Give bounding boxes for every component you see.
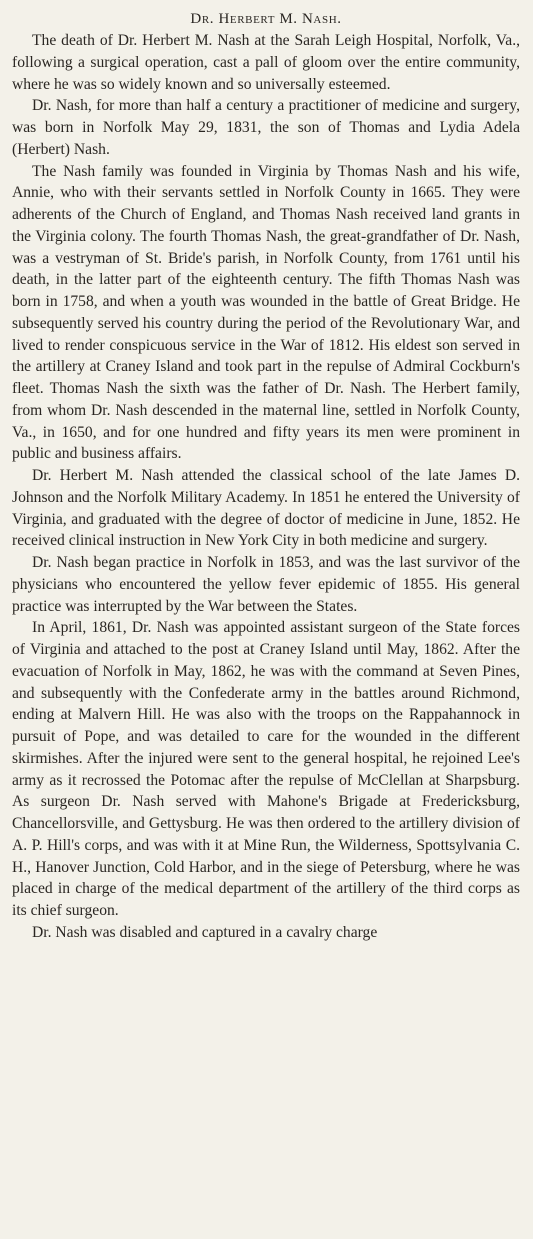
paragraph-family-history: The Nash family was founded in Virginia by Thomas Nash and his wife, Annie, who with their servants settled in Norfolk County in 1665. They were adherents of the Church of England, and Thomas Nash received land grants in the Virginia colony. The fourth Thomas Nash, the great-grandfather of Dr. Nash, was a vestryman of St. Bride's parish, in Norfolk County, from 1761 until his death, in the latter part of the eighteenth century. The fifth Thomas Nash was born in 1758, and when a youth was wounded in the battle of Great Bridge. He subsequently served his country during the period of the Revolutionary War, and lived to render conspicuous service in the War of 1812. His eldest son served in the artillery at Craney Island and took part in the repulse of Admiral Cockburn's fleet. Thomas Nash the sixth was the father of Dr. Nash. The Herbert family, from whom Dr. Nash descended in the maternal line, settled in Norfolk County, Va., in 1650, and for one hundred and fifty years its men were prominent in public and business affairs. <box>12 162 520 463</box>
paragraph-practice: Dr. Nash began practice in Norfolk in 1853, and was the last survivor of the physicians who encountered the yellow fever epidemic of 1855. His general practice was interrupted by the War between the States. <box>12 554 520 615</box>
paragraph-war-service: In April, 1861, Dr. Nash was appointed assistant surgeon of the State forces of Virginia and attached to the post at Craney Island until May, 1862. After the evacuation of Norfolk in May, 1862, he was with the command at Seven Pines, and subsequently with the Confederate army in the battles around Richmond, ending at Malvern Hill. He was also with the troops on the Rappahannock in pursuit of Pope, and was detailed to care for the wounded in the different skirmishes. After the injured were sent to the general hospital, he rejoined Lee's army as it recrossed the Potomac after the repulse of McClellan at Sharpsburg. As surgeon Dr. Nash served with Mahone's Brigade at Fredericksburg, Chancellorsville, and Gettysburg. He was then ordered to the artillery division of A. P. Hill's corps, and was with it at Mine Run, the Wilderness, Spottsylvania C. H., Hanover Junction, Cold Harbor, and in the siege of Petersburg, where he was placed in charge of the medical department of the artillery of the third corps as its chief surgeon. <box>12 619 520 919</box>
paragraph-education: Dr. Herbert M. Nash attended the classical school of the late James D. Johnson and the Norfolk Military Academy. In 1851 he entered the University of Virginia, and graduated with the degree of doctor of medicine in June, 1852. He received clinical instruction in New York City in both medicine and surgery. <box>12 467 520 550</box>
article-title: Dr. Herbert M. Nash. <box>190 11 342 27</box>
paragraph-birth: Dr. Nash, for more than half a century a practitioner of medicine and surgery, was born in Norfolk May 29, 1831, the son of Thomas and Lydia Adela (Herbert) Nash. <box>12 97 520 158</box>
paragraph-death: The death of Dr. Herbert M. Nash at the Sarah Leigh Hospital, Norfolk, Va., following a surgical operation, cast a pall of gloom over the entire community, where he was so widely known and so universally esteemed. <box>12 32 520 93</box>
paragraph-capture: Dr. Nash was disabled and captured in a cavalry charge <box>32 923 378 941</box>
